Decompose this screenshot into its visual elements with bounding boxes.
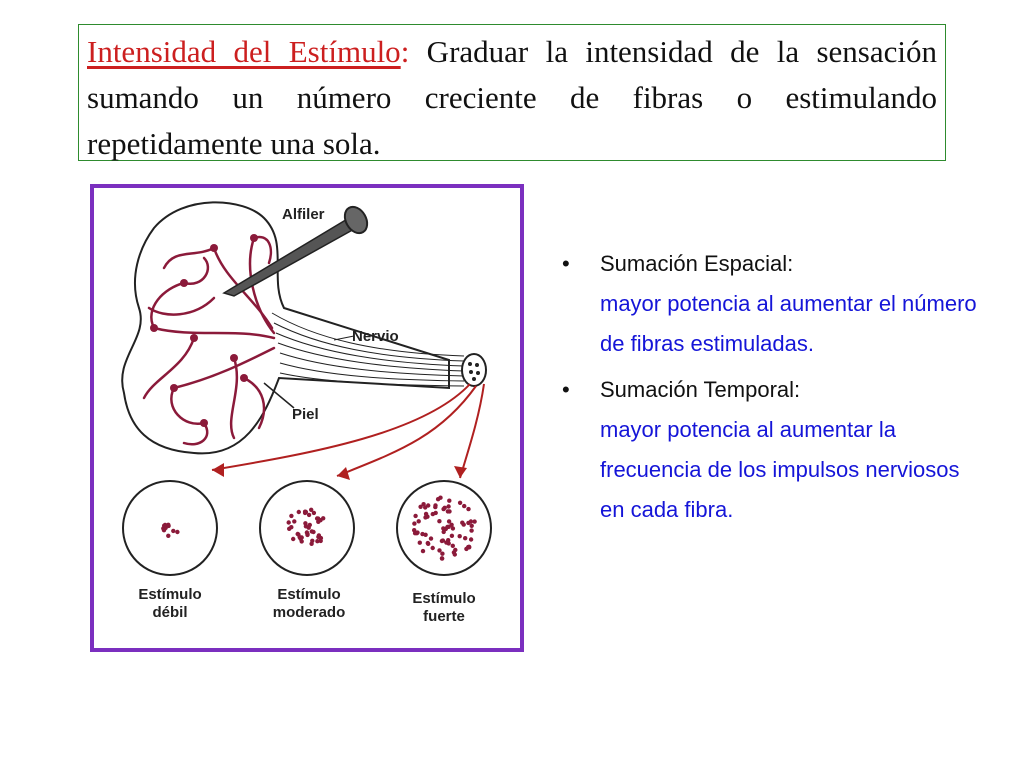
fiber-dot (175, 530, 179, 534)
fiber-dot (458, 501, 462, 505)
bullet-item-spatial (562, 248, 982, 364)
moderate-stimulus-label (264, 586, 354, 622)
fiber-dot (417, 519, 421, 523)
fiber-dot (429, 536, 433, 540)
nerve-leader (334, 336, 354, 340)
fiber-dot (469, 528, 473, 532)
fiber-dot (445, 525, 449, 529)
fiber-dot (446, 509, 450, 513)
fiber-dot (440, 556, 444, 560)
fiber-dot (458, 534, 462, 538)
bullet-dot: • (562, 251, 570, 276)
bullet-dot: • (562, 377, 570, 402)
fiber-dot (315, 516, 319, 520)
fiber-dot (316, 535, 320, 539)
bullet-head-temporal (562, 374, 982, 406)
bullet-list (562, 248, 982, 530)
fiber-dot (437, 519, 441, 523)
bullet-head-spatial (562, 248, 982, 280)
fiber-dot (466, 521, 470, 525)
fiber-dot (166, 534, 170, 538)
signal-arrows (212, 384, 484, 478)
bullet-head-text: Sumación Espacial: (600, 251, 794, 276)
fiber-dot (166, 523, 170, 527)
fiber-dot (438, 496, 442, 500)
fiber-dot (310, 539, 314, 543)
fiber-dot (162, 524, 166, 528)
bullet-body-spatial: mayor potencia al aumentar el número de fibras estimuladas. (600, 291, 977, 356)
fiber-dot (431, 546, 435, 550)
strong-label-line1: Estímulo (412, 590, 476, 607)
fiber-dot (305, 533, 309, 537)
arrow-heads (212, 463, 467, 480)
fiber-dot (453, 552, 457, 556)
fiber-dot (298, 535, 302, 539)
figure-illustration (90, 184, 524, 652)
fiber-dot (315, 539, 319, 543)
fiber-dot (437, 548, 441, 552)
fiber-dot (292, 519, 296, 523)
title-term: Intensidad del Estímulo (87, 34, 401, 69)
fiber-dot (466, 507, 470, 511)
fiber-dot (171, 529, 175, 533)
fiber-dot (472, 519, 476, 523)
weak-label-line1: Estímulo (138, 586, 202, 603)
fiber-dot (446, 504, 450, 508)
fiber-dot (287, 520, 291, 524)
fiber-dot (431, 512, 435, 516)
fiber-dot (297, 510, 301, 514)
fiber-dot (447, 499, 451, 503)
fiber-dot (312, 511, 316, 515)
bullet-body-temporal: mayor potencia al aumentar la frecuencia de los impulsos nerviosos en cada fibra. (600, 417, 960, 522)
weak-stimulus-label (130, 586, 210, 622)
fiber-dot (287, 527, 291, 531)
fiber-dot (451, 544, 455, 548)
skin-label: Piel (292, 406, 319, 423)
fiber-dot (424, 512, 428, 516)
fiber-dot (462, 522, 466, 526)
skin-outline (122, 202, 449, 453)
title-box (78, 24, 946, 161)
fiber-dot (310, 529, 314, 533)
fiber-dot (289, 514, 293, 518)
fiber-network (144, 237, 274, 444)
fiber-dot (450, 534, 454, 538)
fiber-dot (413, 514, 417, 518)
fiber-dot (308, 523, 312, 527)
fiber-dot (467, 545, 471, 549)
fiber-dot (291, 537, 295, 541)
fiber-dot (444, 540, 448, 544)
fiber-dot (426, 503, 430, 507)
fiber-dot (433, 505, 437, 509)
fiber-dot (413, 531, 417, 535)
fiber-dot (303, 510, 307, 514)
nerve-label: Nervio (352, 328, 399, 345)
fiber-dot (470, 524, 474, 528)
weak-label-line2: débil (152, 604, 188, 621)
nerve-bundle (272, 313, 464, 386)
fiber-dot (441, 507, 445, 511)
pin-label: Alfiler (282, 206, 325, 223)
fiber-dot (462, 504, 466, 508)
weak-stimulus-circle (123, 481, 217, 575)
fiber-dot (426, 542, 430, 546)
fiber-dot (304, 524, 308, 528)
fiber-dot (469, 537, 473, 541)
fiber-dot (421, 502, 425, 506)
fiber-dot (449, 523, 453, 527)
fiber-dot (418, 541, 422, 545)
moderate-label-line1: Estímulo (277, 586, 341, 603)
strong-stimulus-label (404, 590, 484, 626)
strong-label-line2: fuerte (423, 608, 465, 625)
fiber-dot (423, 533, 427, 537)
bullet-head-text: Sumación Temporal: (600, 377, 801, 402)
fiber-dot (412, 521, 416, 525)
moderate-label-line2: moderado (272, 604, 346, 621)
title-text: Graduar la intensidad de la sensación sumando un número creciente de fibras o estimulando repetidamente una sola. (87, 34, 937, 161)
fiber-dot (300, 539, 304, 543)
title-colon: : (400, 34, 410, 69)
fiber-dot (463, 536, 467, 540)
nerve-end (462, 354, 486, 386)
fiber-dot (421, 549, 425, 553)
fiber-dot (307, 513, 311, 517)
bullet-item-temporal (562, 374, 982, 530)
fiber-dot (440, 552, 444, 556)
